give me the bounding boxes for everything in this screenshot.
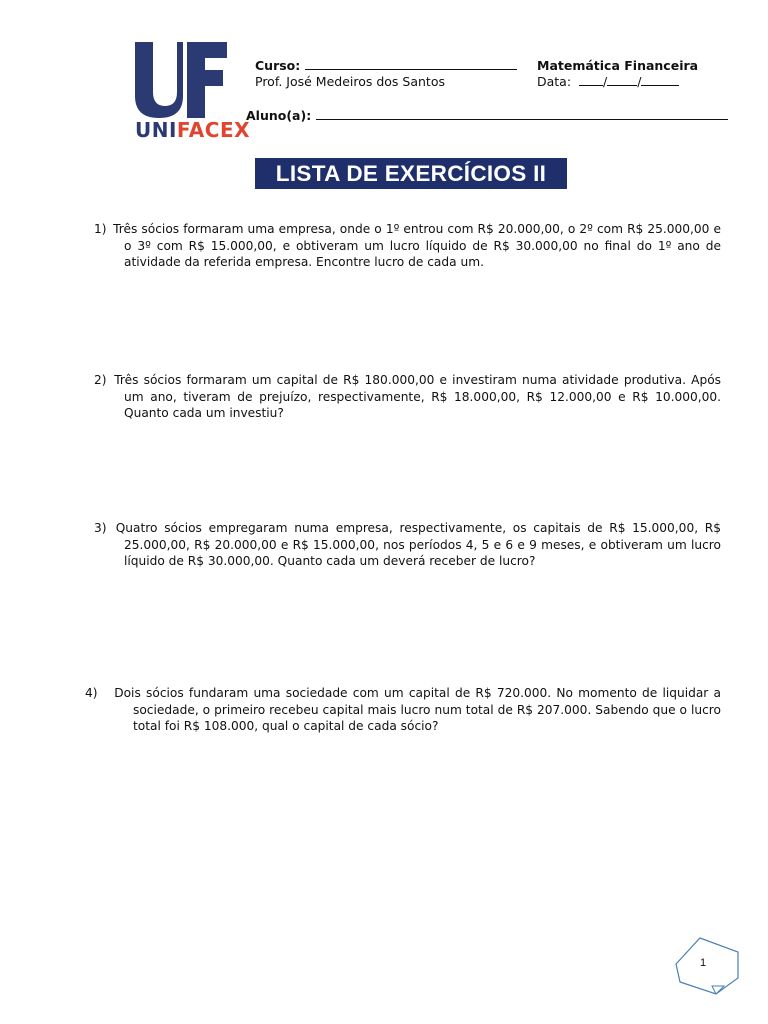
date-year-blank[interactable] xyxy=(641,74,679,86)
page-number: 1 xyxy=(700,957,707,969)
student-blank[interactable] xyxy=(316,108,728,120)
page-title: LISTA DE EXERCÍCIOS II xyxy=(255,158,567,189)
date-field: Data: / / xyxy=(537,74,679,89)
question-1: 1) Três sócios formaram uma empresa, onde o 1º entrou com R$ 20.000,00, o 2º com R$ 25.000,00 e o 3º com R$ 15.000,00, e obtiveram um lucro líquido de R$ 30.000,00 no final do 1º ano de atividade da referida empresa. Encontre lucro de cada um. xyxy=(94,222,721,269)
question-text: Quatro sócios empregaram numa empresa, respectivamente, os capitais de R$ 15.000,00, R$ 25.000,00, R$ 20.000,00 e R$ 15.000,00, nos períodos 4, 5 e 6 e 9 meses, e obtiveram um lucro líquido de R$ 30.000,00. Quanto cada um deverá receber de lucro? xyxy=(115,521,721,568)
course-label: Curso: xyxy=(255,58,301,73)
student-field xyxy=(246,108,728,123)
question-text: Três sócios formaram uma empresa, onde o 1º entrou com R$ 20.000,00, o 2º com R$ 25.000,00 e o 3º com R$ 15.000,00, e obtiveram um lucro líquido de R$ 30.000,00 no final do 1º ano de atividade da referida empresa. Encontre lucro de cada um. xyxy=(113,222,721,269)
course-blank[interactable] xyxy=(305,58,517,70)
question-2: 2) Três sócios formaram um capital de R$ 180.000,00 e investiram numa atividade produtiva. Após um ano, tiveram de prejuízo, respectivamente, R$ 18.000,00, R$ 12.000,00 e R$ 10.000,00. Quanto cada um investiu? xyxy=(94,373,722,420)
question-text: Dois sócios fundaram uma sociedade com um capital de R$ 720.000. No momento de liquidar a sociedade, o primeiro recebeu capital mais lucro num total de R$ 207.000. Sabendo que o lucro total foi R$ 108.000, qual o capital de cada sócio? xyxy=(114,686,721,733)
date-month-blank[interactable] xyxy=(607,74,637,86)
student-label: Aluno(a): xyxy=(246,108,312,123)
page-number-badge-icon xyxy=(672,934,742,996)
date-label: Data: xyxy=(537,74,572,89)
question-4: 4) Dois sócios fundaram uma sociedade com um capital de R$ 720.000. No momento de liquidar a sociedade, o primeiro recebeu capital mais lucro num total de R$ 207.000. Sabendo que o lucro total foi R$ 108.000, qual o capital de cada sócio? xyxy=(85,686,721,733)
question-3: 3) Quatro sócios empregaram numa empresa, respectivamente, os capitais de R$ 15.000,00, R$ 25.000,00, R$ 20.000,00 e R$ 15.000,00, nos períodos 4, 5 e 6 e 9 meses, e obtiveram um lucro líquido de R$ 30.000,00. Quanto cada um deverá receber de lucro? xyxy=(94,521,721,568)
logo-wordmark: UNIFACEX xyxy=(135,118,251,142)
subject-title: Matemática Financeira xyxy=(537,58,699,73)
question-text: Três sócios formaram um capital de R$ 180.000,00 e investiram numa atividade produtiva. Após um ano, tiveram de prejuízo, respectivamente, R$ 18.000,00, R$ 12.000,00 e R$ 10.000,00. Quanto cada um investiu? xyxy=(114,373,722,420)
professor-name: Prof. José Medeiros dos Santos xyxy=(255,74,445,89)
date-day-blank[interactable] xyxy=(579,74,603,86)
course-field xyxy=(255,58,517,73)
